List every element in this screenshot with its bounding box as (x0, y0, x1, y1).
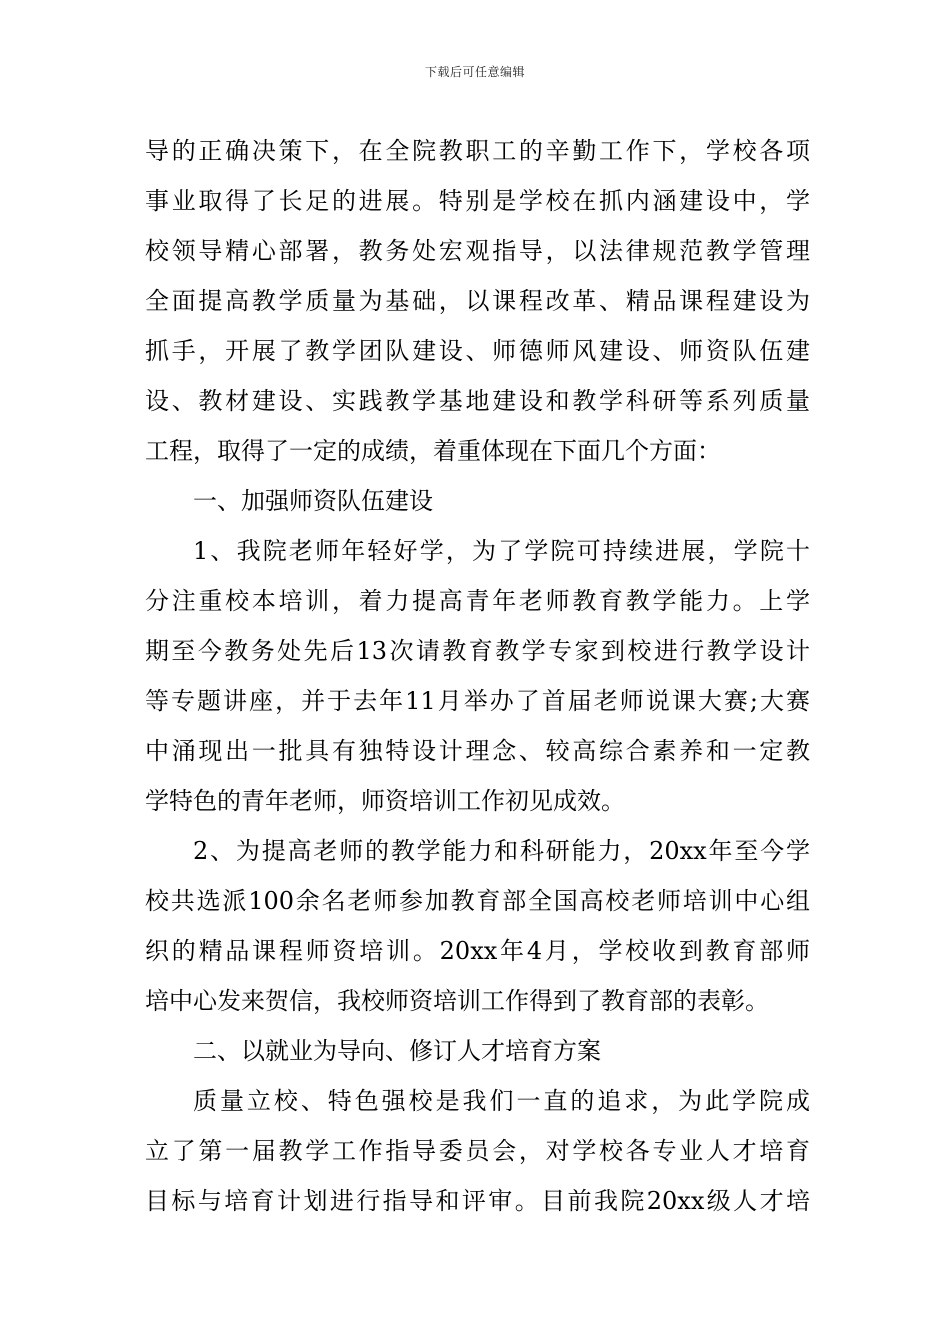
paragraph-line: 等专题讲座，并于去年11月举办了首届老师说课大赛;大赛 (145, 687, 810, 715)
paragraph-line: 抓手，开展了教学团队建设、师德师风建设、师资队伍建 (145, 337, 810, 365)
paragraph-line: 校领导精心部署，教务处宏观指导，以法律规范教学管理 (145, 237, 810, 265)
paragraph-line: 1、我院老师年轻好学，为了学院可持续进展，学院十 (193, 537, 810, 565)
page-header: 下载后可任意编辑 (424, 65, 525, 79)
paragraph-line: 工程，取得了一定的成绩，着重体现在下面几个方面： (145, 437, 721, 465)
paragraph-line: 中涌现出一批具有独特设计理念、较高综合素养和一定教 (145, 737, 810, 765)
paragraph-line: 事业取得了长足的进展。特别是学校在抓内涵建设中，学 (145, 187, 810, 215)
document-body (145, 126, 810, 1226)
paragraph-line: 2、为提高老师的教学能力和科研能力，20xx年至今学 (193, 837, 810, 865)
paragraph-line: 分注重校本培训，着力提高青年老师教育教学能力。上学 (145, 587, 810, 615)
paragraph-line: 目标与培育计划进行指导和评审。目前我院20xx级人才培 (145, 1187, 810, 1215)
section-heading: 一、加强师资队伍建设 (193, 487, 433, 515)
paragraph-line: 学特色的青年老师，师资培训工作初见成效。 (145, 787, 625, 815)
paragraph-line: 全面提高教学质量为基础，以课程改革、精品课程建设为 (145, 287, 810, 315)
paragraph-line: 织的精品课程师资培训。20xx年4月，学校收到教育部师 (145, 937, 810, 965)
paragraph-line: 立了第一届教学工作指导委员会，对学校各专业人才培育 (145, 1137, 810, 1165)
paragraph-line: 期至今教务处先后13次请教育教学专家到校进行教学设计 (145, 637, 810, 665)
paragraph-line: 培中心发来贺信，我校师资培训工作得到了教育部的表彰。 (145, 987, 769, 1015)
paragraph-line: 质量立校、特色强校是我们一直的追求，为此学院成 (193, 1087, 810, 1115)
section-heading: 二、以就业为导向、修订人才培育方案 (193, 1037, 601, 1065)
paragraph-line: 设、教材建设、实践教学基地建设和教学科研等系列质量 (145, 387, 810, 415)
paragraph-line: 校共选派100余名老师参加教育部全国高校老师培训中心组 (145, 887, 810, 915)
paragraph-line: 导的正确决策下，在全院教职工的辛勤工作下，学校各项 (145, 137, 810, 165)
